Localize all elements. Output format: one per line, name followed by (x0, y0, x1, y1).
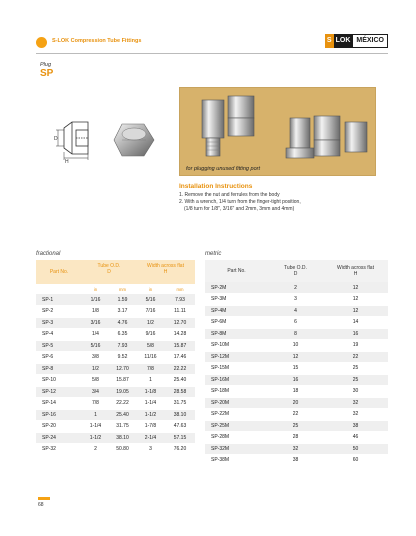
table-row (36, 363, 195, 375)
table-row (205, 455, 388, 467)
installation-step: 2. With a wrench, 1/4 turn from the finger-tight position, (179, 199, 301, 205)
logo-s: S (325, 34, 334, 48)
photo-caption: for plugging unused fitting port (186, 166, 260, 172)
part-number-cell: SP-22M (205, 409, 268, 421)
table-row (36, 409, 195, 421)
table-row (36, 352, 195, 364)
value-cell: 1/2 (82, 363, 109, 375)
part-number-cell: SP-18M (205, 386, 268, 398)
table-row (205, 409, 388, 421)
part-number-cell: SP-8 (36, 363, 82, 375)
part-number-cell: SP-4M (205, 305, 268, 317)
value-cell: 5/8 (82, 375, 109, 387)
product-label: Plug (40, 62, 52, 68)
part-number-cell: SP-10 (36, 375, 82, 387)
header-title: S-LOK Compression Tube Fittings (52, 38, 142, 44)
part-number-cell: SP-24 (36, 432, 82, 444)
value-cell: 14.28 (165, 329, 195, 341)
page-header (36, 34, 388, 54)
table-row (36, 398, 195, 410)
value-cell: 15.87 (109, 375, 136, 387)
table-row (36, 306, 195, 318)
metric-header-flat (323, 260, 388, 282)
value-cell: 6.35 (109, 329, 136, 341)
fractional-unit-in: in (136, 284, 165, 294)
value-cell: 12 (323, 305, 388, 317)
value-cell: 30 (323, 386, 388, 398)
table-row (36, 386, 195, 398)
value-cell: 25.40 (165, 375, 195, 387)
table-row (205, 397, 388, 409)
table-row (36, 329, 195, 341)
table-row (205, 317, 388, 329)
value-cell: 22.22 (165, 363, 195, 375)
value-cell: 12 (268, 351, 323, 363)
part-number-cell: SP-3M (205, 294, 268, 306)
dimension-d-label: D (54, 136, 58, 142)
value-cell: 19 (323, 340, 388, 352)
fractional-header-od-text: Tube O.D. (97, 263, 121, 269)
value-cell: 12.70 (165, 317, 195, 329)
value-cell: 19.05 (109, 386, 136, 398)
table-row (205, 432, 388, 444)
fractional-header-flat-symbol: H (163, 269, 168, 275)
value-cell: 25.40 (109, 409, 136, 421)
value-cell: 18 (268, 386, 323, 398)
value-cell: 5/8 (136, 340, 165, 352)
value-cell: 11/16 (136, 352, 165, 364)
value-cell: 6 (268, 317, 323, 329)
value-cell: 4.76 (109, 317, 136, 329)
value-cell: 1-1/8 (136, 386, 165, 398)
part-number-cell: SP-16 (36, 409, 82, 421)
fractional-header-part: Part No. (36, 260, 82, 284)
value-cell: 4 (268, 305, 323, 317)
value-cell: 25 (268, 420, 323, 432)
part-number-cell: SP-2M (205, 282, 268, 294)
part-number-cell: SP-4 (36, 329, 82, 341)
value-cell: 32 (323, 397, 388, 409)
fractional-unit-mm: mm (109, 284, 136, 294)
table-row (205, 340, 388, 352)
value-cell: 3/16 (82, 317, 109, 329)
value-cell: 7/8 (82, 398, 109, 410)
value-cell: 38 (268, 455, 323, 467)
installation-step: 1. Remove the nut and ferrules from the body (179, 192, 280, 198)
value-cell: 1/4 (82, 329, 109, 341)
part-number-cell: SP-32M (205, 443, 268, 455)
dimension-h-label: H (65, 159, 69, 165)
value-cell: 28 (268, 432, 323, 444)
table-row (205, 374, 388, 386)
value-cell: 1-7/8 (136, 421, 165, 433)
value-cell: 11.11 (165, 306, 195, 318)
value-cell: 1 (82, 409, 109, 421)
logo-lok: LOK (334, 34, 353, 48)
part-number-cell: SP-20 (36, 421, 82, 433)
fractional-header-od-symbol: D (107, 269, 111, 275)
table-row (36, 375, 195, 387)
part-number-cell: SP-12 (36, 386, 82, 398)
part-number-cell: SP-1 (36, 294, 82, 306)
value-cell: 50 (323, 443, 388, 455)
page-number: 68 (38, 502, 44, 508)
table-row (36, 444, 195, 456)
part-number-cell: SP-20M (205, 397, 268, 409)
value-cell: 15.87 (165, 340, 195, 352)
table-row (205, 363, 388, 375)
value-cell: 7.93 (165, 294, 195, 306)
table-row (36, 340, 195, 352)
metric-section-label: metric (205, 251, 222, 257)
value-cell: 25 (323, 374, 388, 386)
table-row (205, 386, 388, 398)
fittings-photo (179, 87, 376, 176)
value-cell: 1-1/2 (136, 409, 165, 421)
metric-table (205, 260, 388, 467)
value-cell: 2-1/4 (136, 432, 165, 444)
value-cell: 38.10 (109, 432, 136, 444)
value-cell: 22.22 (109, 398, 136, 410)
table-row (205, 351, 388, 363)
fractional-unit-mm: mm (165, 284, 195, 294)
part-number-cell: SP-10M (205, 340, 268, 352)
value-cell: 32 (268, 443, 323, 455)
value-cell: 28.58 (165, 386, 195, 398)
value-cell: 38.10 (165, 409, 195, 421)
table-row (205, 420, 388, 432)
fractional-header-od (82, 260, 136, 275)
value-cell: 5/16 (82, 340, 109, 352)
fractional-unit-in: in (82, 284, 109, 294)
value-cell: 1-1/4 (82, 421, 109, 433)
value-cell: 76.20 (165, 444, 195, 456)
logo-mexico: MÉXICO (352, 34, 388, 48)
value-cell: 22 (268, 409, 323, 421)
value-cell: 38 (323, 420, 388, 432)
brand-logo (325, 34, 388, 48)
value-cell: 10 (268, 340, 323, 352)
metric-table-body (205, 282, 388, 466)
value-cell: 16 (323, 328, 388, 340)
part-number-cell: SP-38M (205, 455, 268, 467)
value-cell: 60 (323, 455, 388, 467)
table-row (36, 294, 195, 306)
value-cell: 1/2 (136, 317, 165, 329)
part-number-cell: SP-12M (205, 351, 268, 363)
value-cell: 12 (323, 282, 388, 294)
fractional-table (36, 260, 195, 456)
table-row (36, 317, 195, 329)
part-number-cell: SP-5 (36, 340, 82, 352)
part-number-cell: SP-6M (205, 317, 268, 329)
part-number-cell: SP-15M (205, 363, 268, 375)
table-row (205, 443, 388, 455)
metric-header-od-text: Tube O.D. (284, 265, 307, 271)
value-cell: 32 (323, 409, 388, 421)
part-number-cell: SP-2 (36, 306, 82, 318)
value-cell: 3/4 (82, 386, 109, 398)
fractional-table-body (36, 294, 195, 455)
value-cell: 7/16 (136, 306, 165, 318)
table-row (205, 282, 388, 294)
value-cell: 7.93 (109, 340, 136, 352)
value-cell: 5/16 (136, 294, 165, 306)
product-code: SP (40, 68, 54, 79)
table-row (36, 421, 195, 433)
table-row (205, 305, 388, 317)
installation-title: Installation Instructions (179, 183, 253, 190)
part-number-cell: SP-14 (36, 398, 82, 410)
value-cell: 7/8 (136, 363, 165, 375)
value-cell: 2 (82, 444, 109, 456)
value-cell: 12 (323, 294, 388, 306)
value-cell: 1 (136, 375, 165, 387)
part-number-cell: SP-16M (205, 374, 268, 386)
plug-nut-photo (112, 120, 156, 160)
part-number-cell: SP-3 (36, 317, 82, 329)
part-number-cell: SP-32 (36, 444, 82, 456)
part-number-cell: SP-6 (36, 352, 82, 364)
value-cell: 9.52 (109, 352, 136, 364)
value-cell: 25 (323, 363, 388, 375)
part-number-cell: SP-8M (205, 328, 268, 340)
installation-steps (179, 192, 389, 213)
table-row (36, 432, 195, 444)
value-cell: 3/8 (82, 352, 109, 364)
value-cell: 3 (136, 444, 165, 456)
value-cell: 31.75 (109, 421, 136, 433)
value-cell: 3.17 (109, 306, 136, 318)
part-number-cell: SP-25M (205, 420, 268, 432)
metric-header-flat-text: Width across flat (337, 265, 374, 271)
value-cell: 1.59 (109, 294, 136, 306)
value-cell: 1-1/4 (136, 398, 165, 410)
value-cell: 16 (268, 374, 323, 386)
value-cell: 14 (323, 317, 388, 329)
value-cell: 47.63 (165, 421, 195, 433)
fractional-header-flat-text: Width across flat (147, 263, 184, 269)
fractional-section-label: fractional (36, 251, 61, 257)
value-cell: 1/8 (82, 306, 109, 318)
value-cell: 20 (268, 397, 323, 409)
footer-accent-bar (38, 497, 50, 500)
value-cell: 57.15 (165, 432, 195, 444)
metric-header-od-symbol: D (293, 271, 298, 277)
table-row (205, 328, 388, 340)
value-cell: 46 (323, 432, 388, 444)
part-number-cell: SP-28M (205, 432, 268, 444)
value-cell: 9/16 (136, 329, 165, 341)
value-cell: 1-1/2 (82, 432, 109, 444)
header-bullet-icon (36, 37, 47, 48)
metric-header-od (268, 260, 323, 282)
value-cell: 15 (268, 363, 323, 375)
value-cell: 1/16 (82, 294, 109, 306)
metric-header-flat-symbol: H (353, 271, 358, 277)
value-cell: 12.70 (109, 363, 136, 375)
value-cell: 50.80 (109, 444, 136, 456)
installation-step: (1/8 turn for 1/8", 3/16" and 2mm, 3mm and 4mm) (184, 206, 295, 212)
value-cell: 2 (268, 282, 323, 294)
value-cell: 22 (323, 351, 388, 363)
value-cell: 17.46 (165, 352, 195, 364)
fittings-illustration (180, 88, 377, 177)
metric-header-part: Part No. (205, 260, 268, 282)
value-cell: 31.75 (165, 398, 195, 410)
fractional-header-flat (136, 260, 195, 275)
value-cell: 3 (268, 294, 323, 306)
value-cell: 8 (268, 328, 323, 340)
table-row (205, 294, 388, 306)
